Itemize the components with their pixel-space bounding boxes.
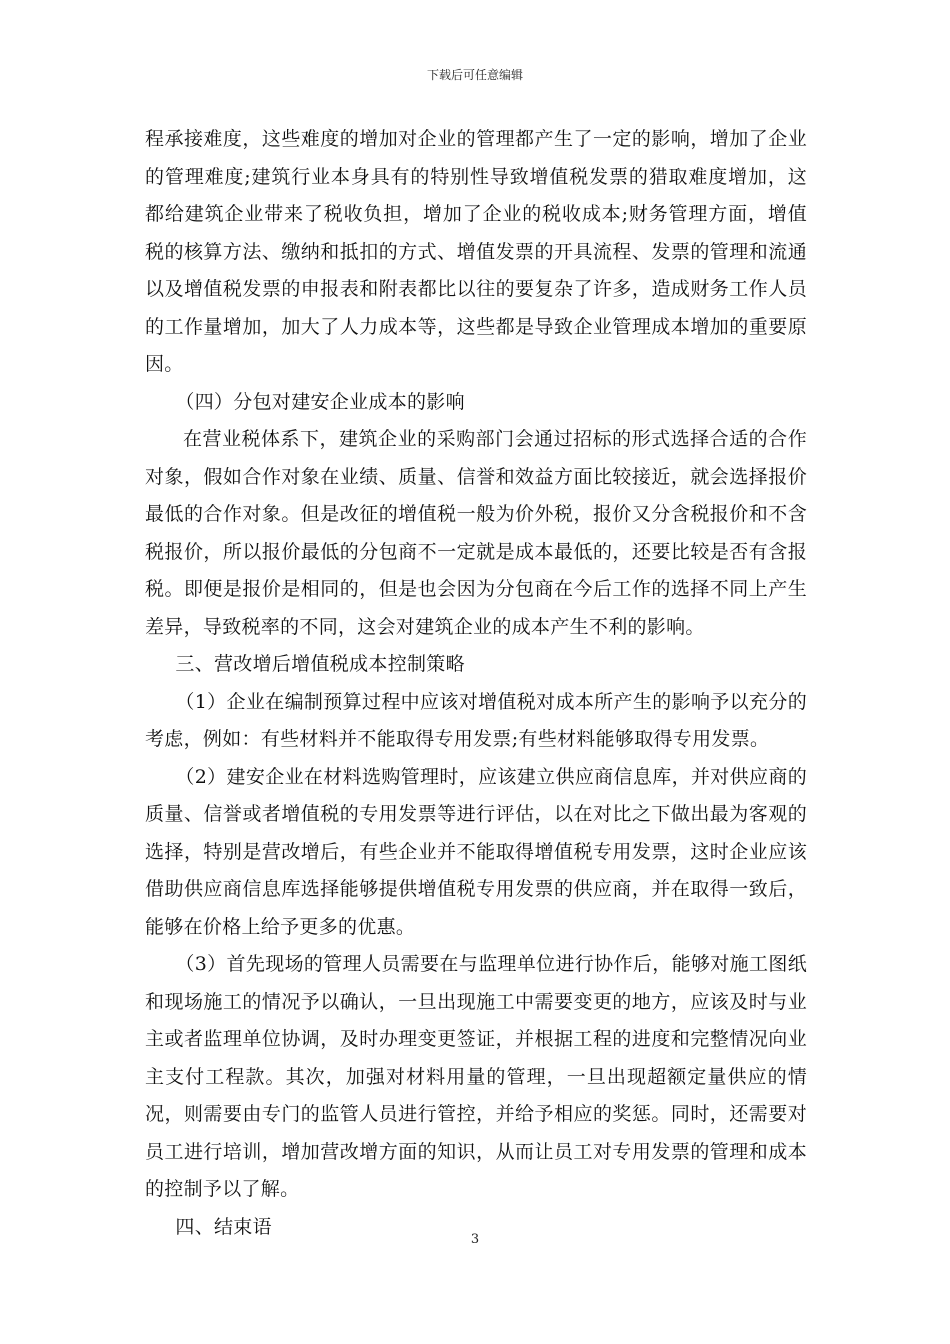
page-header: 下载后可任意编辑	[426, 68, 523, 82]
paragraph-strategy-1: （1）企业在编制预算过程中应该对增值税对成本所产生的影响予以充分的考虑，例如：有些材料并不能取得专用发票;有些材料能够取得专用发票。	[145, 690, 807, 750]
paragraph-strategy-3: （3）首先现场的管理人员需要在与监理单位进行协作后，能够对施工图纸和现场施工的情况予以确认，一旦出现施工中需要变更的地方，应该及时与业主或者监理单位协调，及时办理变更签证，并根据工程的进度和完整情况向业主支付工程款。其次，加强对材料用量的管理，一旦出现超额定量供应的情况，则需要由专门的监管人员进行管控，并给予相应的奖惩。同时，还需要对员工进行培训，增加营改增方面的知识，从而让员工对专用发票的管理和成本的控制予以了解。	[145, 953, 807, 1200]
page-number: 3	[470, 1232, 480, 1247]
paragraph-strategy-2: （2）建安企业在材料选购管理时，应该建立供应商信息库，并对供应商的质量、信誉或者增值税的专用发票等进行评估，以在对比之下做出最为客观的选择，特别是营改增后，有些企业并不能取得增值税专用发票，这时企业应该借助供应商信息库选择能够提供增值税专用发票的供应商，并在取得一致后，能够在价格上给予更多的优惠。	[145, 765, 807, 938]
section-heading-4: 四、结束语	[175, 1215, 272, 1238]
subsection-heading-4: （四）分包对建安企业成本的影响	[175, 390, 465, 413]
paragraph-subcontracting: 在营业税体系下，建筑企业的采购部门会通过招标的形式选择合适的合作对象，假如合作对象在业绩、质量、信誉和效益方面比较接近，就会选择报价最低的合作对象。但是改征的增值税一般为价外税，报价又分含税报价和不含税报价，所以报价最低的分包商不一定就是成本最低的，还要比较是否有含报税。即便是报价是相同的，但是也会因为分包商在今后工作的选择不同上产生差异，导致税率的不同，这会对建筑企业的成本产生不利的影响。	[145, 428, 807, 638]
section-heading-3: 三、营改增后增值税成本控制策略	[175, 653, 465, 675]
document-body	[145, 121, 807, 1246]
paragraph-continuation: 程承接难度，这些难度的增加对企业的管理都产生了一定的影响，增加了企业的管理难度;建筑行业本身具有的特别性导致增值税发票的猎取难度增加，这都给建筑企业带来了税收负担，增加了企业的税收成本;财务管理方面，增值税的核算方法、缴纳和抵扣的方式、增值发票的开具流程、发票的管理和流通以及增值税发票的申报表和附表都比以往的要复杂了许多，造成财务工作人员的工作量增加，加大了人力成本等，这些都是导致企业管理成本增加的重要原因。	[145, 128, 807, 375]
